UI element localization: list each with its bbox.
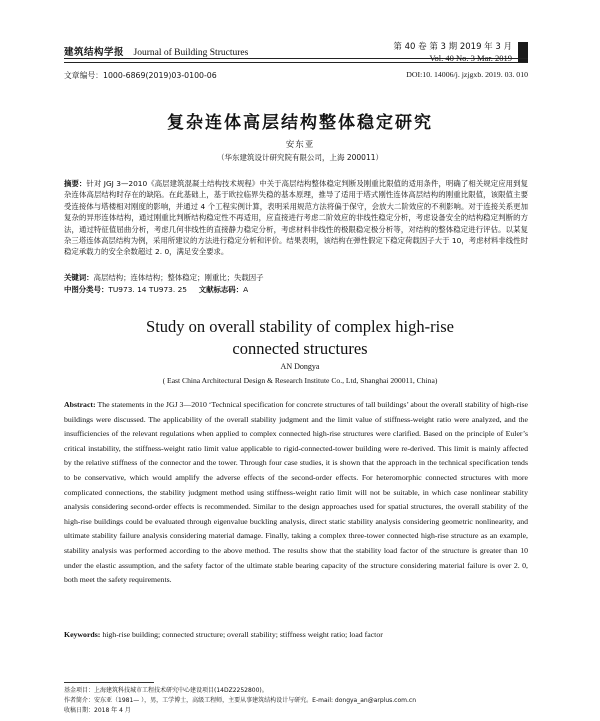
author-en: AN Dongya	[280, 362, 320, 371]
keywords-cn-text: 高层结构；连体结构；整体稳定；刚重比；失载因子	[93, 273, 264, 282]
title-en-line2: connected structures	[232, 339, 368, 358]
article-number: 文章编号：1000-6869(2019)03-0100-06	[64, 71, 217, 80]
abstract-cn-label: 摘要：	[64, 179, 87, 188]
volume-info	[393, 42, 512, 64]
classification-line	[64, 284, 528, 295]
footnote-author: 作者简介：安东亚（1981— ），男，工学博士，高级工程师，主要从事建筑结构设计与研究。E-mail: dongya_an@arplus.com.cn	[64, 697, 416, 704]
keywords-en	[64, 630, 528, 639]
abstract-en-label: Abstract:	[64, 400, 96, 409]
abstract-en-text: The statements in the JGJ 3—2010 ‘Technical specification for concrete structures of tall buildings’ about the overall stability of high-rise buildings were discussed. The applicability of the overall stability judgment and the limit value of stiffness-weight ratio were analyzed, and the insufficiencies of the relevant regulations when applied to complex connected high-rise structures were clarified. Based on the principle of Euler’s critical instability, the stiffness-weight ratio limit value applicable to rigid-connected-tower building were re-derived. This limit is mainly affected by the relative stiffness of the connector and the tower. Through four case studies, it is shown that the approach in the technical specification tends to be conservative, which would amplify the adverse effects of the second-order effects. For heteromorphic connected structures with more complicated connections, the stability judgment method using stiffness-weight ratio limit will not be suitable, in which case nonlinear stability analysis considering second-order effects is recommended. Similar to the design approaches used for spatial structures, the overall stability of the high-rise buildings could be evaluated through eigenvalue buckling analysis, direct static stability analysis considering geometric nonlinearity, and ultimate stability failure analysis considering material damage. Finally, taking a complex three-tower connected high-rise structure as an example, stability analysis was performed according to the above method. The results show that the stability load factor of the structure is greater than 10 under the elastic assumption, and the safety factor of the ultimate stable bearing capacity of the structure considering material failure is over 2. 0, both meet the safety requirements.	[64, 400, 528, 585]
abstract-cn-text: 针对 JGJ 3—2010《高层建筑混凝土结构技术规程》中关于高层结构整体稳定判断及刚重比限值的适用条件，明确了相关规定应用到复杂连体高层结构时存在的缺陷。在此基础上，基于欧拉临界失稳的基本原理，推导了适用于塔式刚性连体高层结构的刚重比限值，该限值主要受连接体与塔楼相对刚度的影响，并通过 4 个工程实例计算，表明采用规范方法将偏于保守，会放大二阶效应的不利影响。对于连接关系更加复杂的异形连体结构，通过刚重比判断结构稳定性不再适用，应直接进行考虑二阶效应的非线性稳定分析，考虑设备安全的结构稳定判断的方法，通过特征值屈曲分析，考虑几何非线性的直接静力稳定分析，考虑材料非线性的极限稳定极分析等，对结构的整体稳定进行评估。以某复杂三塔连体高层结构为例，采用所建议的方法进行稳定分析和评价。结果表明，该结构在弹性假定下稳定荷载因子大于 10，考虑材料非线性时稳定承载力的安全余数超过 2. 0，满足安全要求。	[64, 179, 528, 257]
volume-cn: 第 40 卷 第 3 期 2019 年 3 月	[393, 42, 512, 52]
author-cn: 安东亚	[285, 140, 315, 150]
title-cn: 复杂连体高层结构整体稳定研究	[167, 113, 433, 133]
class-label: 中图分类号：	[64, 285, 109, 294]
title-en	[0, 316, 600, 360]
class-text: TU973. 14 TU973. 25	[108, 285, 187, 294]
header-rule-bottom	[64, 62, 528, 63]
affiliation-cn: （华东建筑设计研究院有限公司，上海 200011）	[216, 153, 383, 162]
title-en-line1: Study on overall stability of complex high-rise	[146, 317, 454, 336]
footnote-received: 收稿日期：2018 年 4 月	[64, 707, 131, 714]
page-tab-marker	[518, 42, 528, 62]
doc-code-text: A	[243, 285, 249, 294]
journal-name-en: Journal of Building Structures	[133, 48, 249, 58]
journal-name-cn: 建筑结构学报	[64, 47, 125, 58]
doc-code-label: 文献标志码：	[198, 285, 244, 294]
footnote-funding: 基金项目：上海建筑科技城市工程技术研究中心建设项目(14DZ2252800)。	[64, 687, 268, 694]
keywords-cn	[64, 272, 528, 283]
journal-header	[64, 44, 248, 58]
keywords-en-label: Keywords:	[64, 630, 101, 639]
abstract-en	[64, 398, 528, 588]
keywords-cn-label: 关键词：	[64, 273, 94, 282]
affiliation-en: ( East China Architectural Design & Research Institute Co., Ltd, Shanghai 200011, China)	[162, 376, 438, 385]
doi: DOI:10. 14006/j. jzjgxb. 2019. 03. 010	[406, 70, 528, 79]
volume-en: Vol. 40 No. 3 Mar. 2019	[429, 53, 512, 63]
footnote-rule	[64, 682, 154, 683]
abstract-cn	[64, 178, 528, 258]
keywords-en-text: high-rise building; connected structure; overall stability; stiffness weight ratio; load factor	[102, 630, 383, 639]
header-rule-top	[64, 58, 528, 59]
